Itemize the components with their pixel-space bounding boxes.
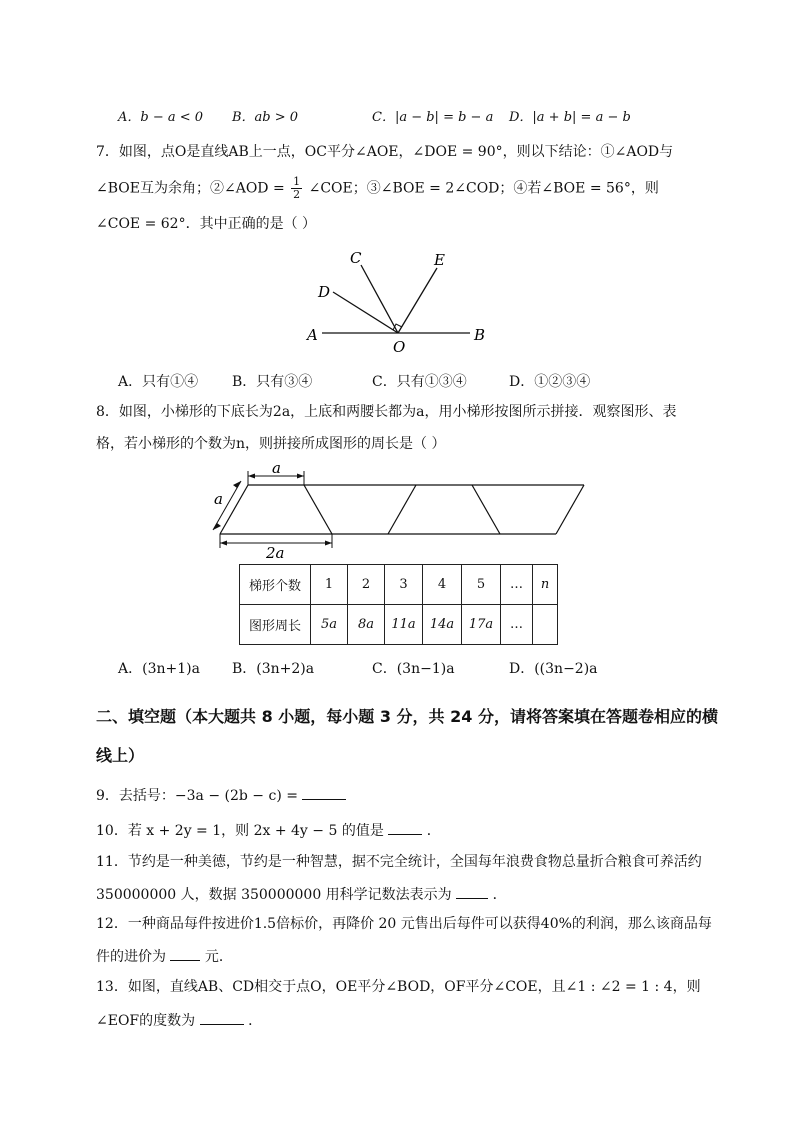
- q7-option-b: B．只有③④: [232, 374, 313, 390]
- q7-option-a: A．只有①④: [118, 374, 199, 390]
- table-cell: …: [501, 605, 533, 645]
- q13-line1: 13．如图，直线AB、CD相交于点O，OE平分∠BOD，OF平分∠COE，且∠1 : ∠2 = 1 : 4，则: [96, 979, 701, 995]
- q8-table: [239, 564, 558, 645]
- label-side-a: a: [214, 490, 223, 508]
- table-cell: 4: [423, 565, 462, 605]
- q8-option-a: A．(3n+1)a: [118, 661, 200, 677]
- table-cell: [533, 605, 558, 645]
- q11-answer-blank[interactable]: [456, 884, 488, 899]
- q6-option-b: B．ab > 0: [232, 110, 299, 125]
- table-cell: …: [501, 565, 533, 605]
- table-cell: 8a: [348, 605, 385, 645]
- q6-option-c: C．|a − b| = b − a: [372, 110, 494, 125]
- label-c: C: [350, 249, 362, 267]
- q11-line2-a: 350000000 人，数据 350000000 用科学记数法表示为: [96, 887, 452, 903]
- table-cell: 图形周长: [240, 605, 311, 645]
- q7-fraction: [291, 176, 302, 201]
- q8-option-d: D．((3n−2)a: [509, 661, 598, 677]
- ray-oc: [361, 265, 398, 333]
- q13-answer-blank[interactable]: [200, 1010, 244, 1025]
- q11-line1: 11．节约是一种美德，节约是一种智慧，据不完全统计，全国每年浪费食物总量折合粮食可养活约: [96, 854, 702, 870]
- q8-line2: 格，若小梯形的个数为n，则拼接所成图形的周长是（ ）: [96, 436, 446, 452]
- q7-fraction-num: 1: [293, 175, 301, 188]
- leg-1: [304, 485, 332, 534]
- table-cell: 5a: [311, 605, 348, 645]
- q8-option-b: B．(3n+2)a: [232, 661, 315, 677]
- table-cell: 2: [348, 565, 385, 605]
- q8-line1: 8．如图，小梯形的下底长为2a，上底和两腰长都为a，用小梯形按图所示拼接．观察图形、表: [96, 404, 677, 420]
- table-cell: n: [533, 565, 558, 605]
- q8-option-c: C．(3n−1)a: [372, 661, 455, 677]
- q7-option-d: D．①②③④: [509, 374, 591, 390]
- label-bottom-2a: 2a: [266, 544, 285, 560]
- q11-line2: [96, 884, 507, 905]
- q10: [96, 820, 441, 841]
- q7-line2-b: ∠COE；③∠BOE = 2∠COD；④若∠BOE = 56°，则: [308, 180, 659, 197]
- ray-od: [333, 292, 398, 333]
- q13-line2-a: ∠EOF的度数为: [96, 1013, 196, 1029]
- q11-line2-b: ．: [492, 887, 507, 903]
- table-cell: 3: [385, 565, 423, 605]
- q10-answer-blank[interactable]: [388, 820, 422, 835]
- label-b: B: [474, 326, 486, 344]
- section2-title-line2: 线上）: [96, 746, 145, 765]
- label-o: O: [393, 338, 406, 356]
- label-d: D: [318, 283, 331, 301]
- q7-line2: [96, 176, 659, 201]
- q12-line1: 12．一种商品每件按进价1.5倍标价，再降价 20 元售出后每件可以获得40%的利润，那么该商品每: [96, 916, 712, 932]
- section2-title-line1: 二、填空题（本大题共 8 小题，每小题 3 分，共 24 分，请将答案填在答题卷相应的横: [96, 707, 718, 726]
- table-row: [240, 565, 558, 605]
- right-leg: [556, 485, 584, 534]
- q12-answer-blank[interactable]: [170, 946, 200, 961]
- q8-trapezoid-figure: [200, 458, 600, 560]
- label-e: E: [434, 251, 445, 269]
- q12-line2-a: 件的进价为: [96, 949, 166, 965]
- table-cell: 17a: [462, 605, 501, 645]
- ray-oe: [398, 268, 437, 333]
- q10-text-b: ．: [426, 823, 441, 839]
- q9: [96, 785, 346, 806]
- label-a: A: [307, 326, 318, 344]
- table-cell: 梯形个数: [240, 565, 311, 605]
- q13-line2: [96, 1010, 262, 1031]
- q6-option-a: A．b − a < 0: [118, 110, 204, 125]
- q9-text: 9．去括号：−3a − (2b − c) =: [96, 788, 298, 804]
- table-cell: 5: [462, 565, 501, 605]
- label-top-a: a: [272, 459, 281, 477]
- q7-fraction-den: 2: [293, 188, 301, 201]
- q9-answer-blank[interactable]: [302, 785, 346, 800]
- q12-line2-b: 元．: [204, 949, 233, 965]
- q7-option-c: C．只有①③④: [372, 374, 467, 390]
- q6-option-d: D．|a + b| = a − b: [509, 110, 631, 125]
- table-cell: 11a: [385, 605, 423, 645]
- leg-2: [388, 485, 416, 534]
- table-cell: 14a: [423, 605, 462, 645]
- table-cell: 1: [311, 565, 348, 605]
- q7-line3: ∠COE = 62°．其中正确的是（ ）: [96, 216, 317, 232]
- q10-text-a: 10．若 x + 2y = 1，则 2x + 4y − 5 的值是: [96, 823, 384, 839]
- q7-angle-figure: [300, 244, 500, 356]
- table-row: [240, 605, 558, 645]
- q12-line2: [96, 946, 233, 967]
- q13-line2-b: ．: [248, 1013, 263, 1029]
- q7-line2-a: ∠BOE互为余角；②∠AOD =: [96, 180, 285, 197]
- q7-line1: 7．如图，点O是直线AB上一点，OC平分∠AOE，∠DOE = 90°，则以下结论：①∠AOD与: [96, 144, 674, 160]
- leg-3: [472, 485, 500, 534]
